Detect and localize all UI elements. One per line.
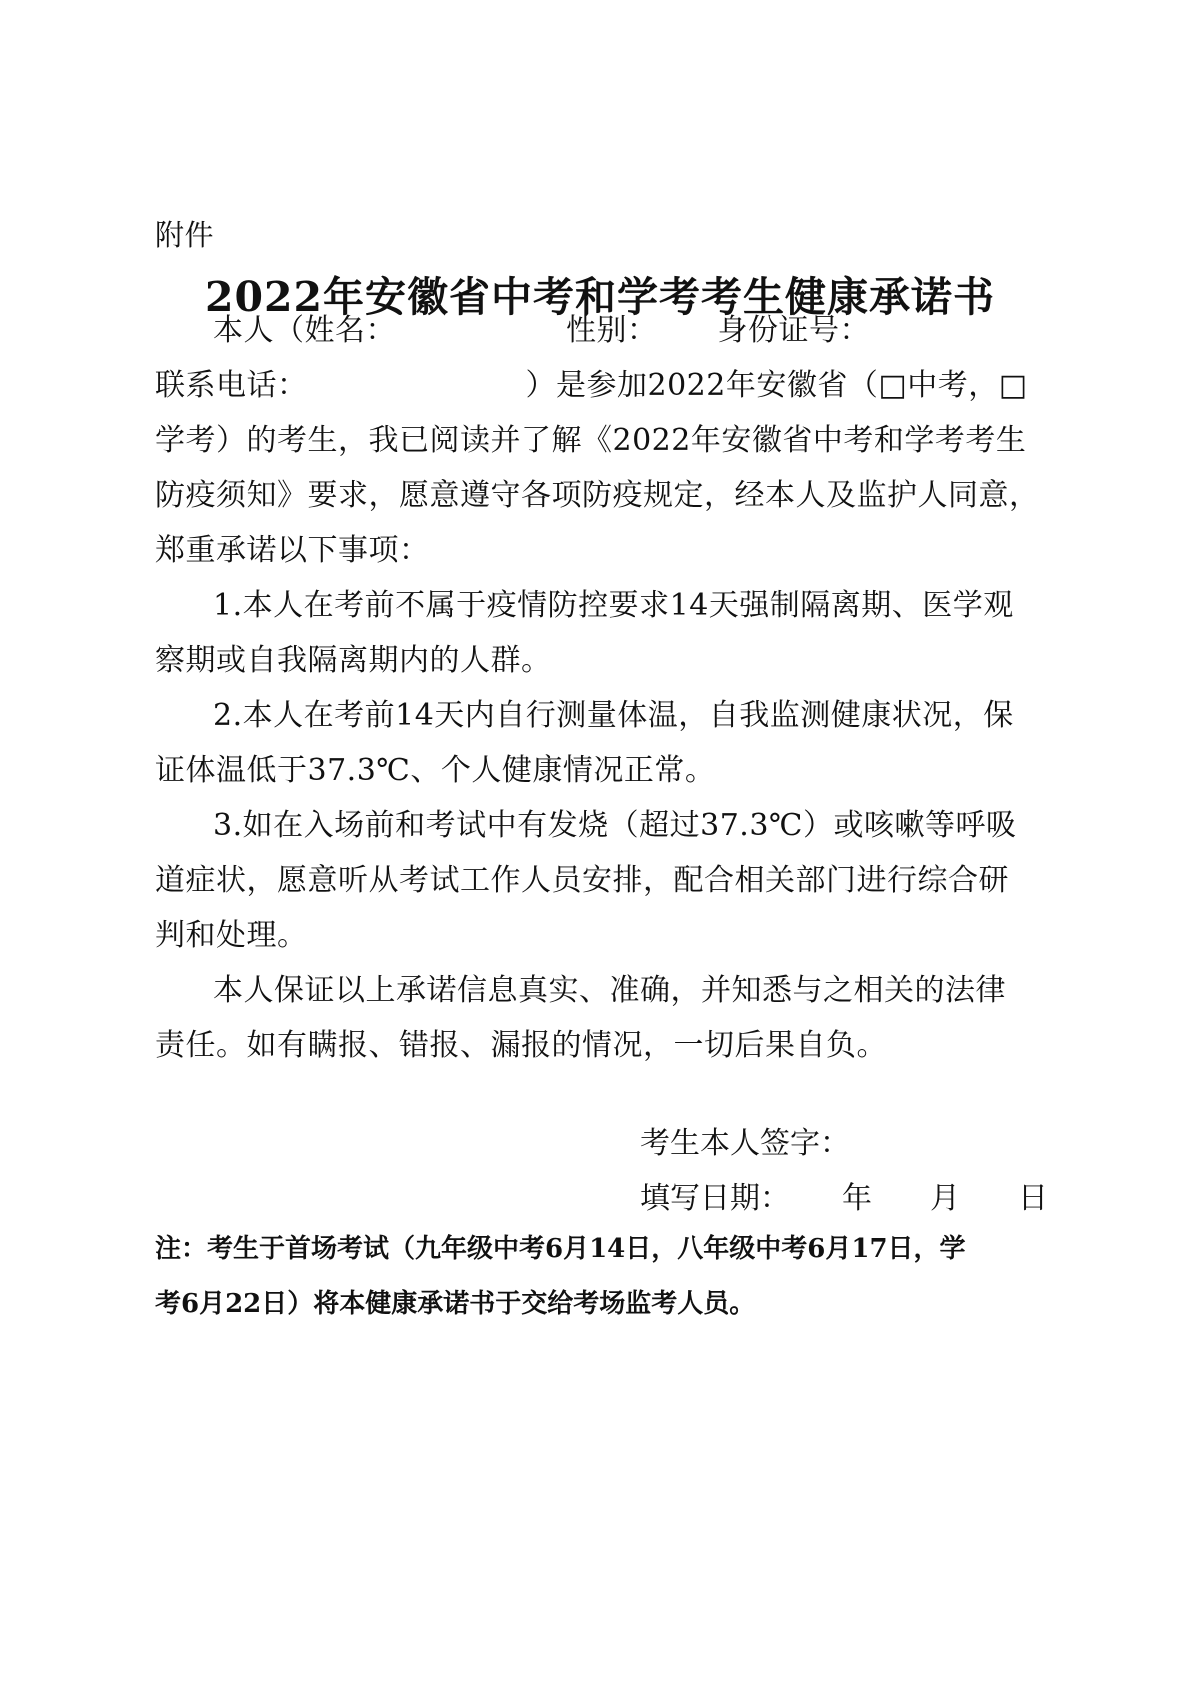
item-3-line-1: 3.如在入场前和考试中有发烧（超过37.3℃）或咳嗽等呼吸 <box>213 808 1017 843</box>
id-label: 身份证号： <box>717 313 870 348</box>
phone-row <box>155 366 1028 406</box>
document-title: 2022年安徽省中考和学考考生健康承诺书 <box>204 273 996 321</box>
year-label: 年 <box>842 1181 872 1216</box>
item-3-line-3: 判和处理。 <box>155 918 308 953</box>
item-2-line-1: 2.本人在考前14天内自行测量体温，自我监测健康状况，保 <box>213 698 1014 733</box>
item-3-line-2: 道症状，愿意听从考试工作人员安排，配合相关部门进行综合研 <box>155 863 1009 898</box>
item-1-line-1: 1.本人在考前不属于疫情防控要求14天强制隔离期、医学观 <box>213 588 1014 623</box>
gender-label: 性别： <box>566 313 658 348</box>
signature-row <box>640 1124 850 1164</box>
note-line-1: 注：考生于首场考试（九年级中考6月14日，八年级中考6月17日，学 <box>155 1234 966 1264</box>
date-label: 填写日期： <box>640 1181 790 1216</box>
guarantee-line-1: 本人保证以上承诺信息真实、准确，并知悉与之相关的法律 <box>213 973 1006 1008</box>
month-label: 月 <box>930 1181 960 1216</box>
item-1-line-2: 察期或自我隔离期内的人群。 <box>155 643 552 678</box>
intro-line-3: 学考）的考生，我已阅读并了解《2022年安徽省中考和学考考生 <box>155 423 1027 458</box>
phone-label: 联系电话： <box>155 368 308 403</box>
intro-fields-row <box>213 311 870 351</box>
item-2-line-2: 证体温低于37.3℃、个人健康情况正常。 <box>155 753 716 788</box>
attachment-label: 附件 <box>155 218 215 252</box>
date-row <box>640 1179 1048 1219</box>
day-label: 日 <box>1018 1181 1048 1216</box>
phone-row-tail: ）是参加2022年安徽省（□中考，□ <box>525 368 1028 403</box>
note-line-2: 考6月22日）将本健康承诺书于交给考场监考人员。 <box>155 1289 756 1319</box>
signature-label: 考生本人签字： <box>640 1126 850 1161</box>
guarantee-line-2: 责任。如有瞒报、错报、漏报的情况，一切后果自负。 <box>155 1028 887 1063</box>
name-label: 本人（姓名： <box>213 313 396 348</box>
intro-line-4: 防疫须知》要求，愿意遵守各项防疫规定，经本人及监护人同意， <box>155 478 1040 513</box>
intro-line-5: 郑重承诺以下事项： <box>155 533 430 568</box>
